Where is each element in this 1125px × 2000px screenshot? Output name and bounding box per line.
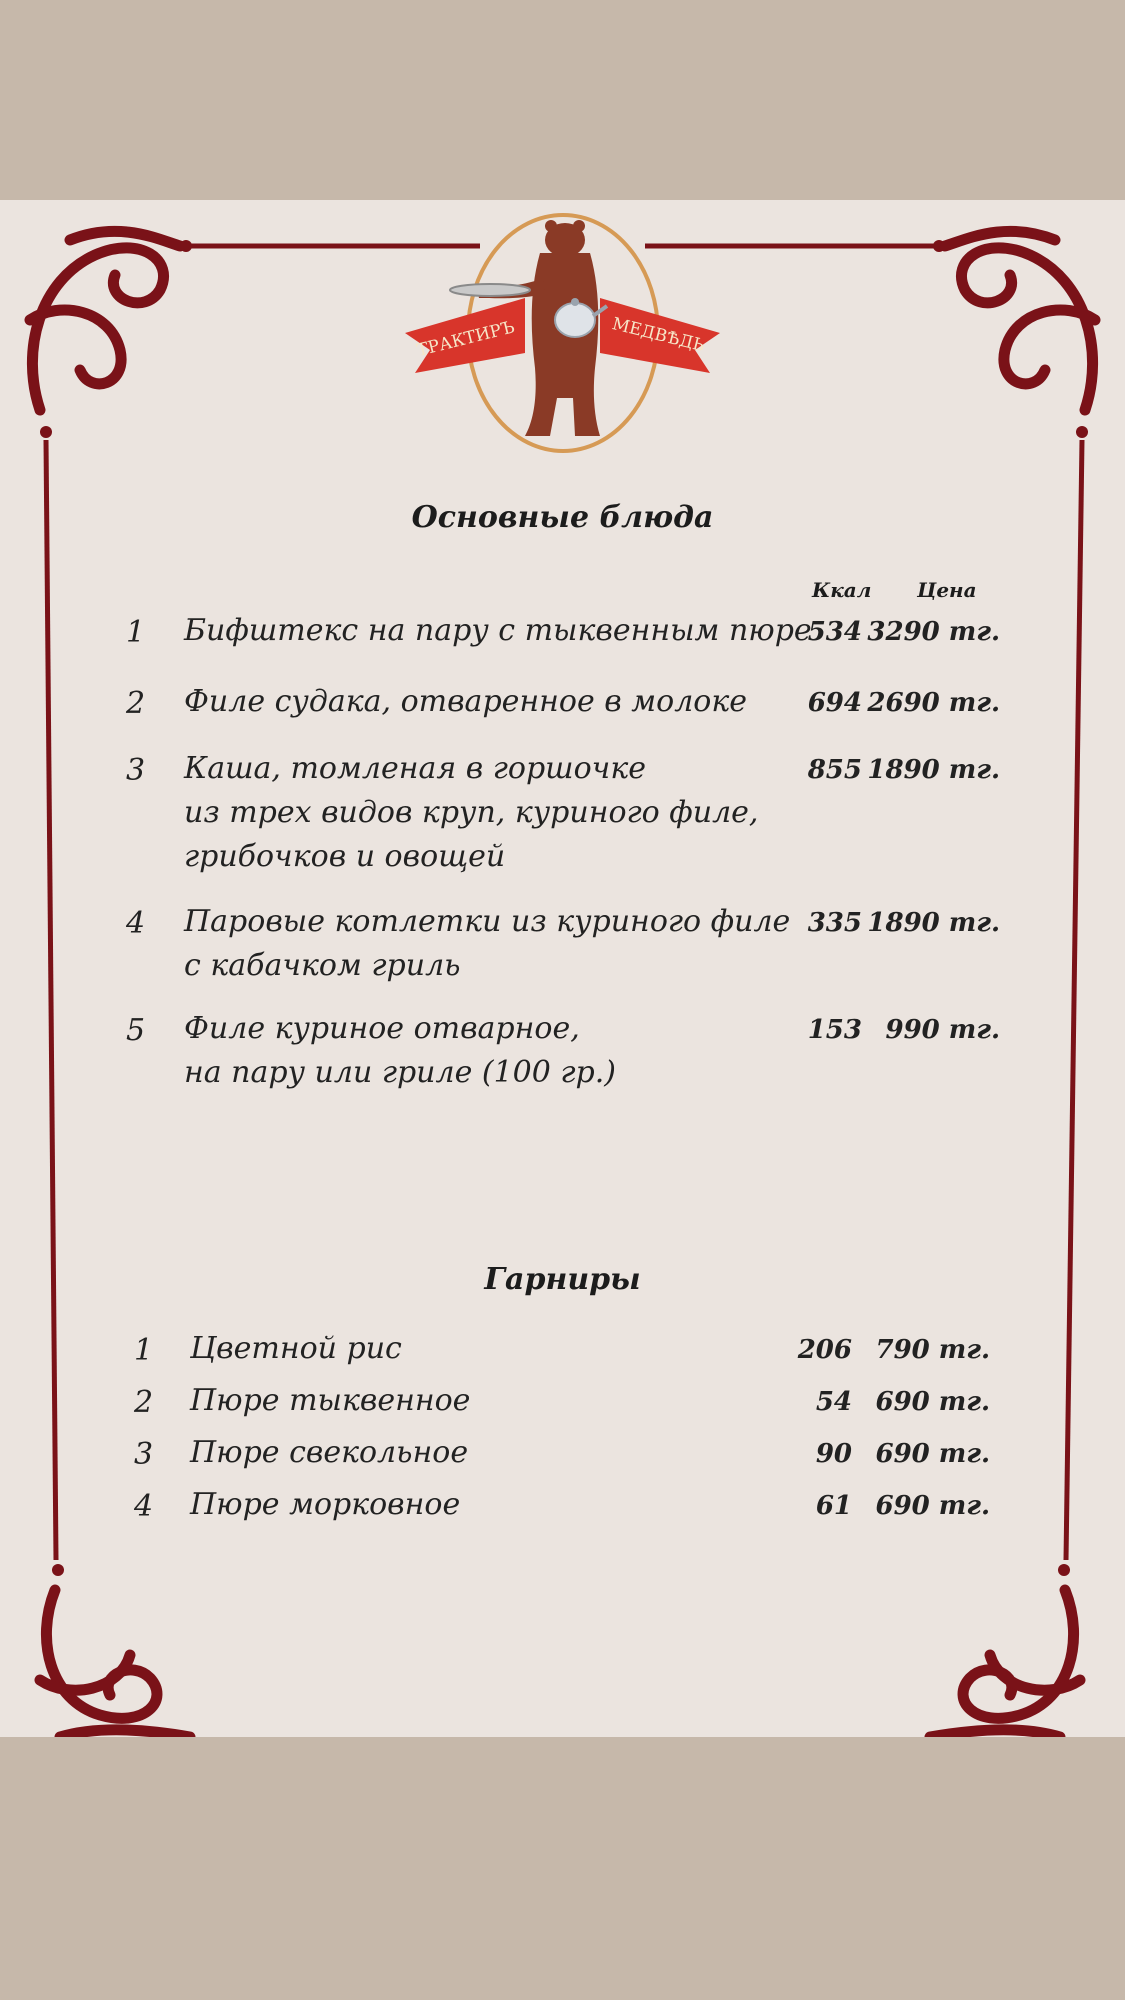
main-section-title: Основные блюда — [411, 500, 714, 535]
restaurant-logo — [395, 208, 730, 458]
item-number: 2 — [134, 1385, 154, 1420]
menu-page — [0, 200, 1125, 1737]
corner-ornament-bottom-right — [930, 1590, 1080, 1737]
item-number: 1 — [134, 1333, 154, 1368]
item-kcal: 206 — [797, 1335, 852, 1365]
item-kcal: 534 — [807, 617, 862, 647]
price-column-header: Цена — [917, 578, 977, 602]
item-kcal: 855 — [807, 755, 862, 785]
item-kcal: 694 — [807, 688, 862, 718]
item-number: 3 — [134, 1437, 154, 1472]
item-number: 1 — [126, 615, 146, 650]
ribbon-left-text: ТРАКТИРЪ — [414, 317, 517, 361]
item-name: Филе судака, отваренное в молоке — [184, 684, 748, 719]
sides-section-title: Гарниры — [484, 1262, 641, 1297]
item-name: Каша, томленая в горшочке из трех видов круп, куриного филе, грибочков и овощей — [184, 751, 759, 874]
item-number: 4 — [134, 1489, 154, 1524]
ribbon-right-text: МЕДВѢДЬ — [610, 314, 707, 357]
item-name: Пюре тыквенное — [190, 1383, 471, 1418]
item-kcal: 54 — [815, 1387, 852, 1417]
item-number: 5 — [126, 1013, 146, 1048]
item-kcal: 61 — [815, 1491, 852, 1521]
corner-ornament-top-right — [945, 231, 1095, 410]
tray-icon — [450, 284, 530, 296]
item-price: 3290 тг. — [867, 617, 1000, 647]
corner-ornament-top-left — [30, 231, 180, 410]
item-kcal: 153 — [807, 1015, 862, 1045]
item-name: Пюре морковное — [190, 1487, 461, 1522]
item-name: Филе куриное отварное, на пару или гриле (100 гр.) — [184, 1011, 616, 1090]
item-price: 1890 тг. — [867, 755, 1000, 785]
item-price: 1890 тг. — [867, 908, 1000, 938]
item-name: Паровые котлетки из куриного филе с кабачком гриль — [184, 904, 791, 983]
item-price: 690 тг. — [875, 1491, 990, 1521]
kcal-column-header: Ккал — [812, 578, 872, 602]
item-kcal: 335 — [807, 908, 862, 938]
item-name: Пюре свекольное — [190, 1435, 469, 1470]
item-number: 3 — [126, 753, 146, 788]
item-price: 2690 тг. — [867, 688, 1000, 718]
item-price: 690 тг. — [875, 1439, 990, 1469]
item-name: Бифштекс на пару с тыквенным пюре — [184, 613, 812, 648]
corner-ornament-bottom-left — [40, 1590, 190, 1737]
item-number: 4 — [126, 906, 146, 941]
item-price: 990 тг. — [885, 1015, 1000, 1045]
item-price: 790 тг. — [875, 1335, 990, 1365]
item-number: 2 — [126, 686, 146, 721]
item-name: Цветной рис — [190, 1331, 402, 1366]
item-kcal: 90 — [815, 1439, 852, 1469]
item-price: 690 тг. — [875, 1387, 990, 1417]
